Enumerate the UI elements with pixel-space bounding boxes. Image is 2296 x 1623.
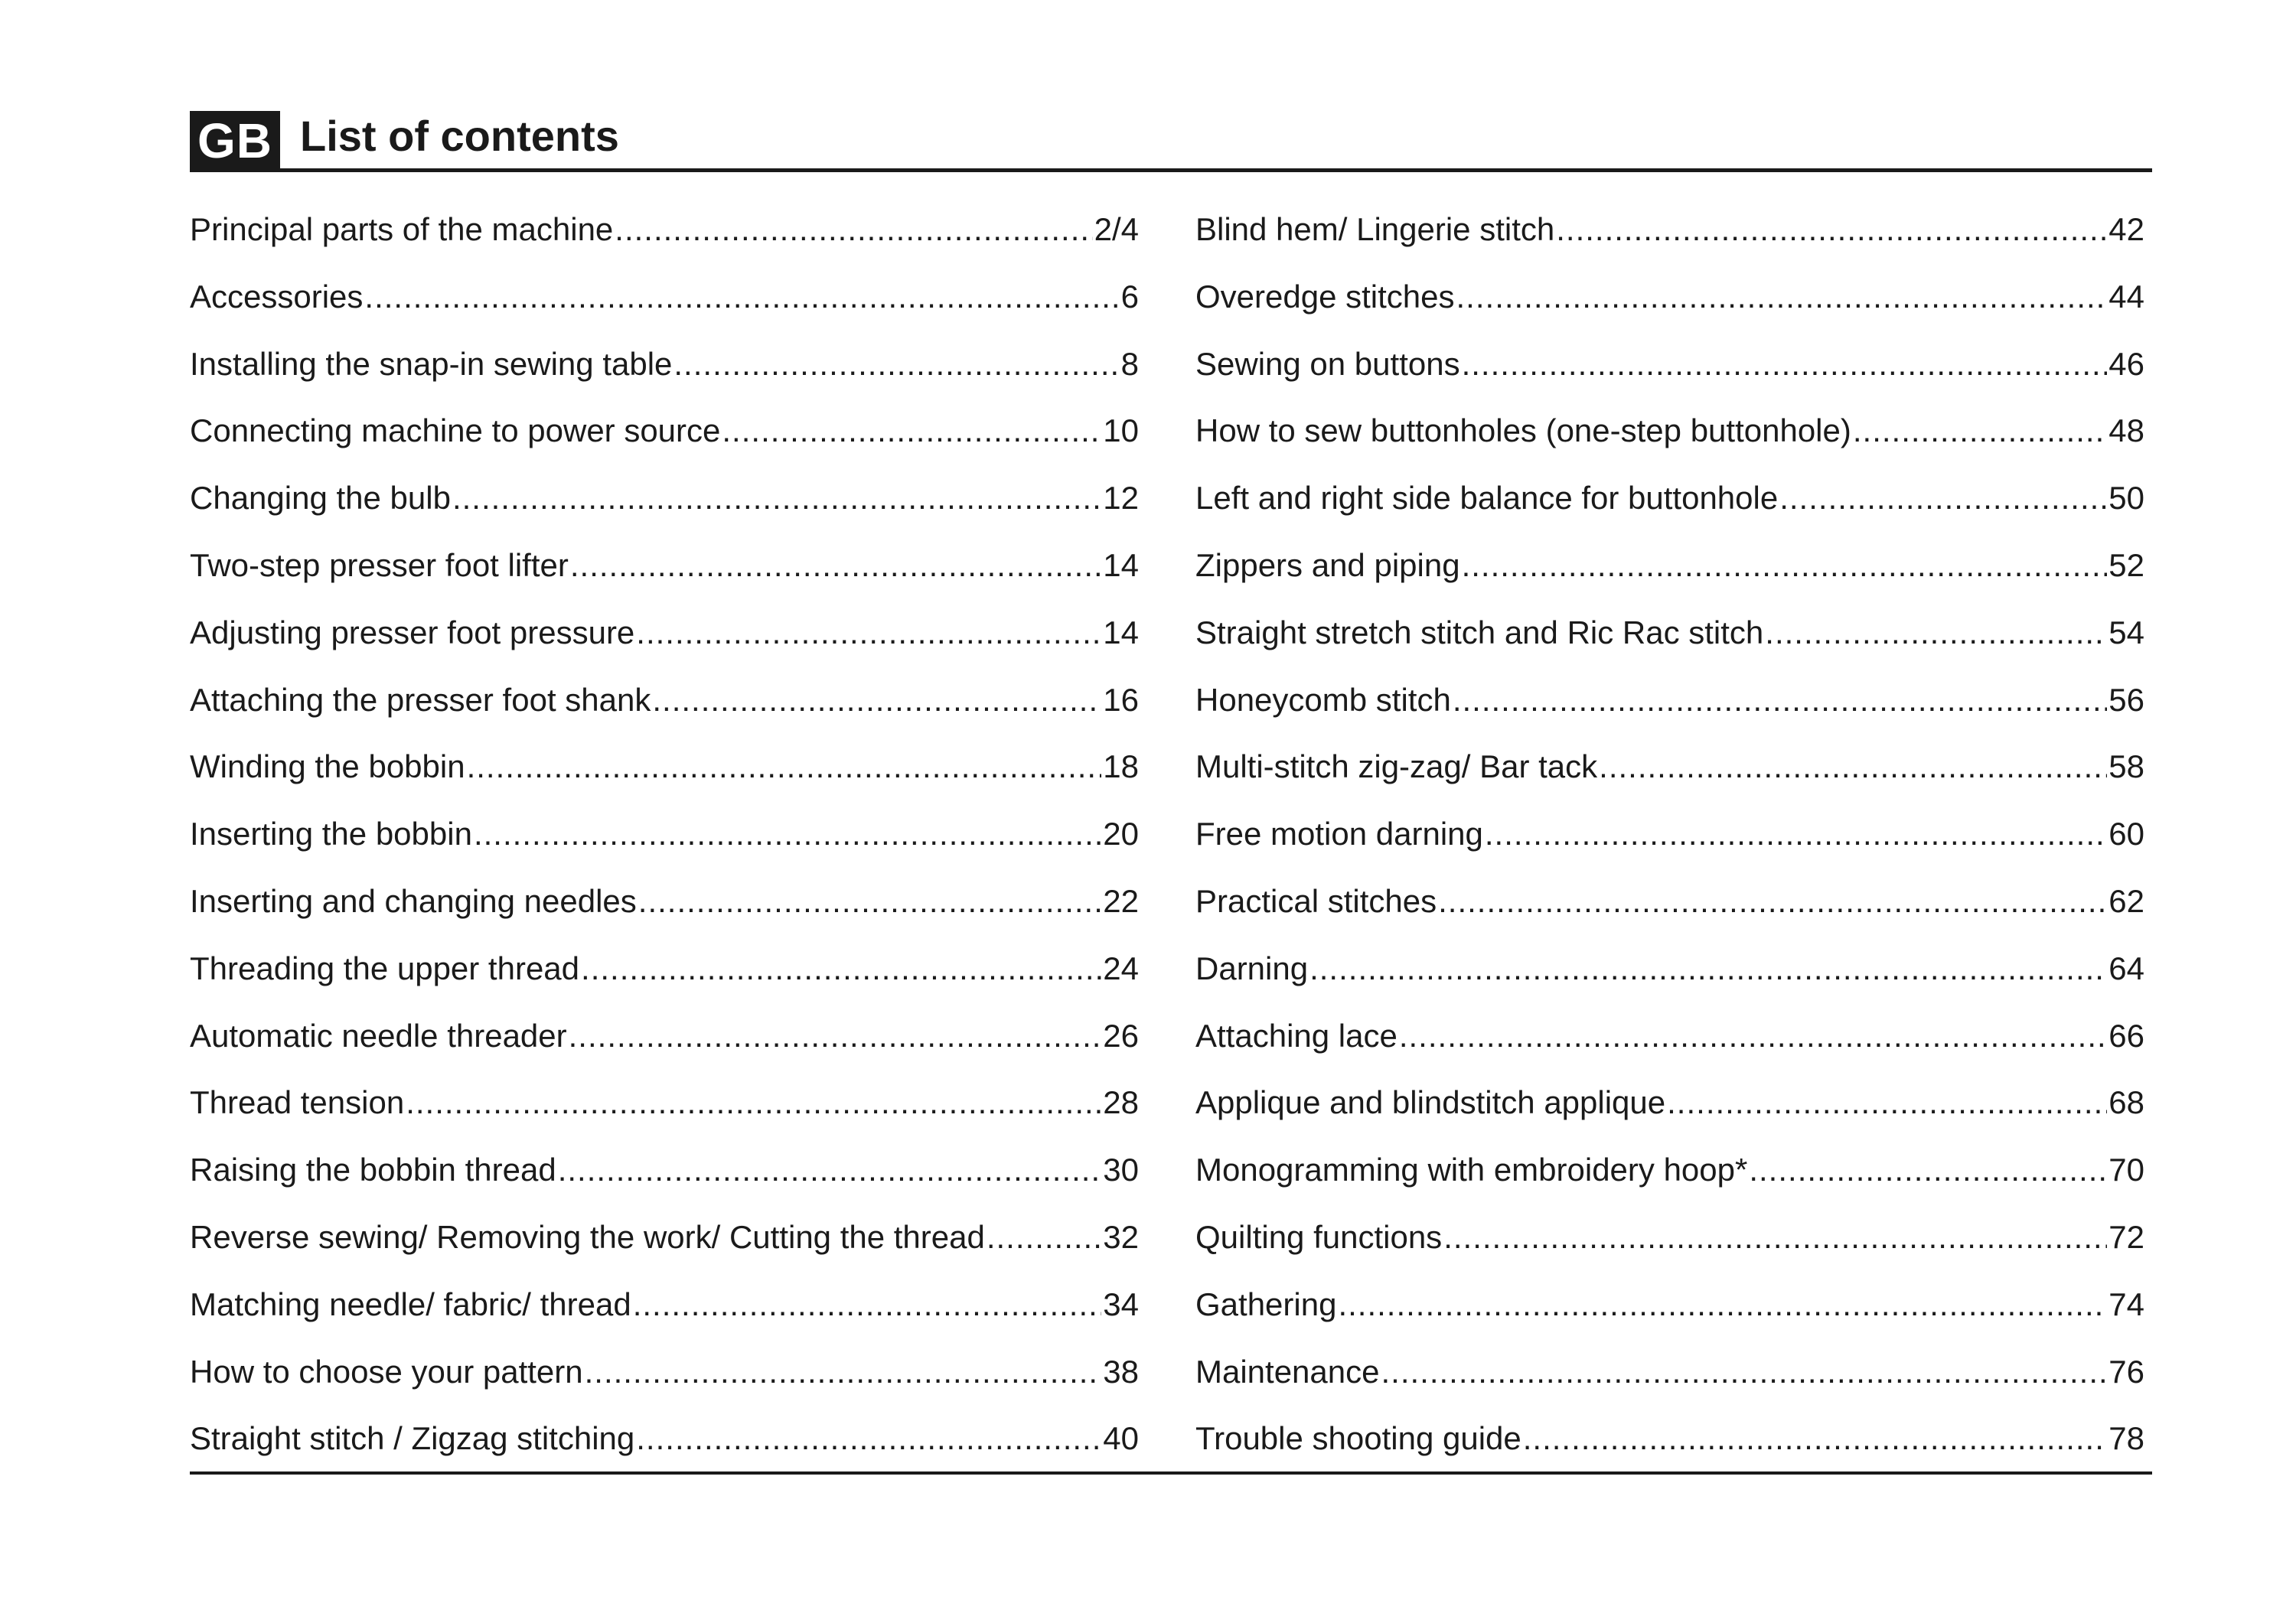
toc-entry-page: 24	[1103, 950, 1139, 986]
toc-entry-label: Installing the snap-in sewing table	[190, 345, 673, 382]
toc-entry-label: Trouble shooting guide	[1195, 1420, 1521, 1457]
toc-entry[interactable]	[1195, 335, 2144, 402]
toc-entry-label: Two-step presser foot lifter	[190, 546, 569, 583]
toc-entry-label: Matching needle/ fabric/ thread	[190, 1286, 631, 1322]
toc-entry-page: 34	[1103, 1286, 1139, 1322]
toc-entry-page: 22	[1103, 882, 1139, 919]
toc-entry[interactable]	[190, 872, 1139, 940]
toc-entry-page: 26	[1103, 1017, 1139, 1054]
toc-entry-page: 78	[2108, 1420, 2144, 1457]
dot-leader	[1556, 200, 2107, 259]
dot-leader	[1456, 268, 2108, 326]
toc-entry-page: 12	[1103, 480, 1139, 517]
toc-entry[interactable]	[190, 1141, 1139, 1208]
toc-entry[interactable]	[190, 940, 1139, 1007]
dot-leader	[1462, 335, 2108, 393]
toc-entry-page: 70	[2108, 1152, 2144, 1188]
toc-entry-label: How to choose your pattern	[190, 1353, 583, 1390]
toc-entry-page: 52	[2108, 546, 2144, 583]
dot-leader	[636, 1410, 1101, 1468]
toc-entry-label: Zippers and piping	[1195, 546, 1460, 583]
toc-entry-page: 68	[2108, 1084, 2144, 1121]
toc-entry-page: 40	[1103, 1420, 1139, 1457]
toc-entry[interactable]	[1195, 671, 2144, 738]
toc-entry[interactable]	[190, 469, 1139, 536]
toc-entry-page: 64	[2108, 950, 2144, 986]
dot-leader	[406, 1074, 1101, 1132]
toc-entry[interactable]	[190, 604, 1139, 671]
toc-entry[interactable]	[1195, 604, 2144, 671]
dot-leader	[558, 1141, 1102, 1199]
toc-entry[interactable]	[1195, 1141, 2144, 1208]
toc-entry[interactable]	[1195, 1276, 2144, 1343]
dot-leader	[474, 805, 1101, 863]
dot-leader	[1462, 536, 2108, 595]
toc-entry-page: 44	[2108, 278, 2144, 314]
toc-entry-label: Thread tension	[190, 1084, 405, 1121]
toc-entry[interactable]	[190, 738, 1139, 805]
toc-entry-page: 54	[2108, 614, 2144, 650]
toc-entry-page: 42	[2108, 211, 2144, 247]
toc-entry-label: Adjusting presser foot pressure	[190, 614, 635, 650]
toc-entry[interactable]	[190, 805, 1139, 872]
dot-leader	[1399, 1007, 2107, 1065]
dot-leader	[652, 671, 1101, 729]
toc-entry-label: Automatic needle threader	[190, 1017, 567, 1054]
toc-entry-label: Applique and blindstitch applique	[1195, 1084, 1666, 1121]
toc-entry-label: Straight stretch stitch and Ric Rac stitch	[1195, 614, 1764, 650]
dot-leader	[1749, 1141, 2107, 1199]
toc-entry-page: 62	[2108, 882, 2144, 919]
toc-entry-label: Changing the bulb	[190, 480, 451, 517]
toc-entry-page: 20	[1103, 816, 1139, 852]
toc-entry-label: Accessories	[190, 278, 364, 314]
toc-column-left	[190, 200, 1139, 1477]
dot-leader	[633, 1276, 1102, 1334]
toc-entry-label: Maintenance	[1195, 1353, 1380, 1390]
toc-entry-label: Reverse sewing/ Removing the work/ Cutting the thread	[190, 1218, 985, 1255]
toc-entry[interactable]	[1195, 1007, 2144, 1074]
toc-entry-label: Darning	[1195, 950, 1309, 986]
dot-leader	[364, 268, 1119, 326]
dot-leader	[467, 738, 1102, 796]
dot-leader	[452, 469, 1101, 527]
toc-entry-page: 60	[2108, 816, 2144, 852]
toc-entry-page: 14	[1103, 614, 1139, 650]
dot-leader	[636, 604, 1101, 662]
toc-entry[interactable]	[1195, 1074, 2144, 1141]
toc-entry-page: 72	[2108, 1218, 2144, 1255]
toc-entry-page: 2/4	[1094, 211, 1139, 247]
toc-entry-label: Gathering	[1195, 1286, 1337, 1322]
dot-leader	[1779, 469, 2107, 527]
toc-entry-page: 14	[1103, 546, 1139, 583]
toc-entry-page: 56	[2108, 681, 2144, 718]
toc-entry-page: 10	[1103, 412, 1139, 449]
toc-entry-page: 38	[1103, 1353, 1139, 1390]
dot-leader	[1381, 1343, 2108, 1401]
toc-entry-page: 8	[1120, 345, 1139, 382]
dot-leader	[1853, 402, 2107, 460]
toc-entry-label: Inserting and changing needles	[190, 882, 637, 919]
toc-entry[interactable]	[190, 268, 1139, 335]
dot-leader	[987, 1208, 1101, 1266]
footer-divider	[190, 1471, 2152, 1475]
toc-entry[interactable]	[190, 1074, 1139, 1141]
dot-leader	[581, 940, 1101, 998]
toc-entry-page: 28	[1103, 1084, 1139, 1121]
toc-entry-label: Inserting the bobbin	[190, 816, 472, 852]
toc-entry-label: Connecting machine to power source	[190, 412, 721, 449]
toc-entry-label: Attaching lace	[1195, 1017, 1397, 1054]
toc-entry-label: Overedge stitches	[1195, 278, 1455, 314]
toc-entry[interactable]	[1195, 872, 2144, 940]
toc-entry-label: Quilting functions	[1195, 1218, 1443, 1255]
toc-entry[interactable]	[1195, 1208, 2144, 1276]
dot-leader	[1338, 1276, 2107, 1334]
toc-entry[interactable]	[190, 1410, 1139, 1477]
toc-entry-label: Multi-stitch zig-zag/ Bar tack	[1195, 748, 1598, 785]
toc-entry[interactable]	[190, 1007, 1139, 1074]
toc-entry-page: 46	[2108, 345, 2144, 382]
toc-entry-label: Left and right side balance for buttonhole	[1195, 480, 1779, 517]
toc-entry[interactable]	[1195, 1410, 2144, 1477]
dot-leader	[1667, 1074, 2107, 1132]
toc-entry-label: Straight stitch / Zigzag stitching	[190, 1420, 635, 1457]
page-title: List of contents	[300, 112, 619, 160]
toc-entry[interactable]	[190, 200, 1139, 268]
toc-entry-label: Blind hem/ Lingerie stitch	[1195, 211, 1555, 247]
toc-entry[interactable]	[1195, 738, 2144, 805]
toc-entry[interactable]	[1195, 805, 2144, 872]
toc-entry-page: 74	[2108, 1286, 2144, 1322]
toc-entry-page: 30	[1103, 1152, 1139, 1188]
toc-entry-page: 76	[2108, 1353, 2144, 1390]
toc-entry-label: Raising the bobbin thread	[190, 1152, 556, 1188]
toc-entry[interactable]	[1195, 536, 2144, 604]
toc-entry[interactable]	[1195, 268, 2144, 335]
toc-entry-label: Monogramming with embroidery hoop*	[1195, 1152, 1748, 1188]
dot-leader	[1443, 1208, 2107, 1266]
dot-leader	[1485, 805, 2107, 863]
header-divider	[190, 168, 2152, 172]
dot-leader	[1453, 671, 2107, 729]
dot-leader	[1438, 872, 2107, 930]
toc-entry-label: Honeycomb stitch	[1195, 681, 1451, 718]
toc-entry[interactable]	[190, 1208, 1139, 1276]
toc-entry-page: 16	[1103, 681, 1139, 718]
dot-leader	[585, 1343, 1102, 1401]
toc-entry[interactable]	[190, 671, 1139, 738]
page-header	[190, 111, 2152, 171]
toc-entry[interactable]	[1195, 200, 2144, 268]
toc-entry-page: 6	[1120, 278, 1139, 314]
toc-entry-label: Free motion darning	[1195, 816, 1483, 852]
toc-entry-page: 50	[2108, 480, 2144, 517]
toc-entry[interactable]	[1195, 940, 2144, 1007]
toc-entry[interactable]	[190, 402, 1139, 469]
toc-entry-label: Sewing on buttons	[1195, 345, 1460, 382]
dot-leader	[1309, 940, 2107, 998]
toc-entry-page: 66	[2108, 1017, 2144, 1054]
toc-entry[interactable]	[190, 335, 1139, 402]
dot-leader	[570, 536, 1101, 595]
toc-entry[interactable]	[1195, 402, 2144, 469]
toc-column-right	[1195, 200, 2144, 1477]
toc-entry-page: 58	[2108, 748, 2144, 785]
language-badge: GB	[190, 111, 280, 171]
toc-entry-page: 48	[2108, 412, 2144, 449]
dot-leader	[615, 200, 1092, 259]
toc-entry-label: Practical stitches	[1195, 882, 1437, 919]
dot-leader	[638, 872, 1102, 930]
toc-entry-label: How to sew buttonholes (one-step buttonhole)	[1195, 412, 1851, 449]
dot-leader	[569, 1007, 1102, 1065]
toc-entry-label: Winding the bobbin	[190, 748, 465, 785]
toc-entry-label: Threading the upper thread	[190, 950, 580, 986]
toc-entry-label: Attaching the presser foot shank	[190, 681, 651, 718]
dot-leader	[1599, 738, 2107, 796]
toc-entry[interactable]	[190, 1343, 1139, 1410]
toc-entry[interactable]	[190, 1276, 1139, 1343]
toc-entry[interactable]	[1195, 1343, 2144, 1410]
dot-leader	[1765, 604, 2107, 662]
dot-leader	[673, 335, 1119, 393]
toc-entry-label: Principal parts of the machine	[190, 211, 614, 247]
toc-entry[interactable]	[1195, 469, 2144, 536]
toc-entry-page: 18	[1103, 748, 1139, 785]
toc-entry-page: 32	[1103, 1218, 1139, 1255]
dot-leader	[1523, 1410, 2108, 1468]
dot-leader	[722, 402, 1101, 460]
toc-entry[interactable]	[190, 536, 1139, 604]
